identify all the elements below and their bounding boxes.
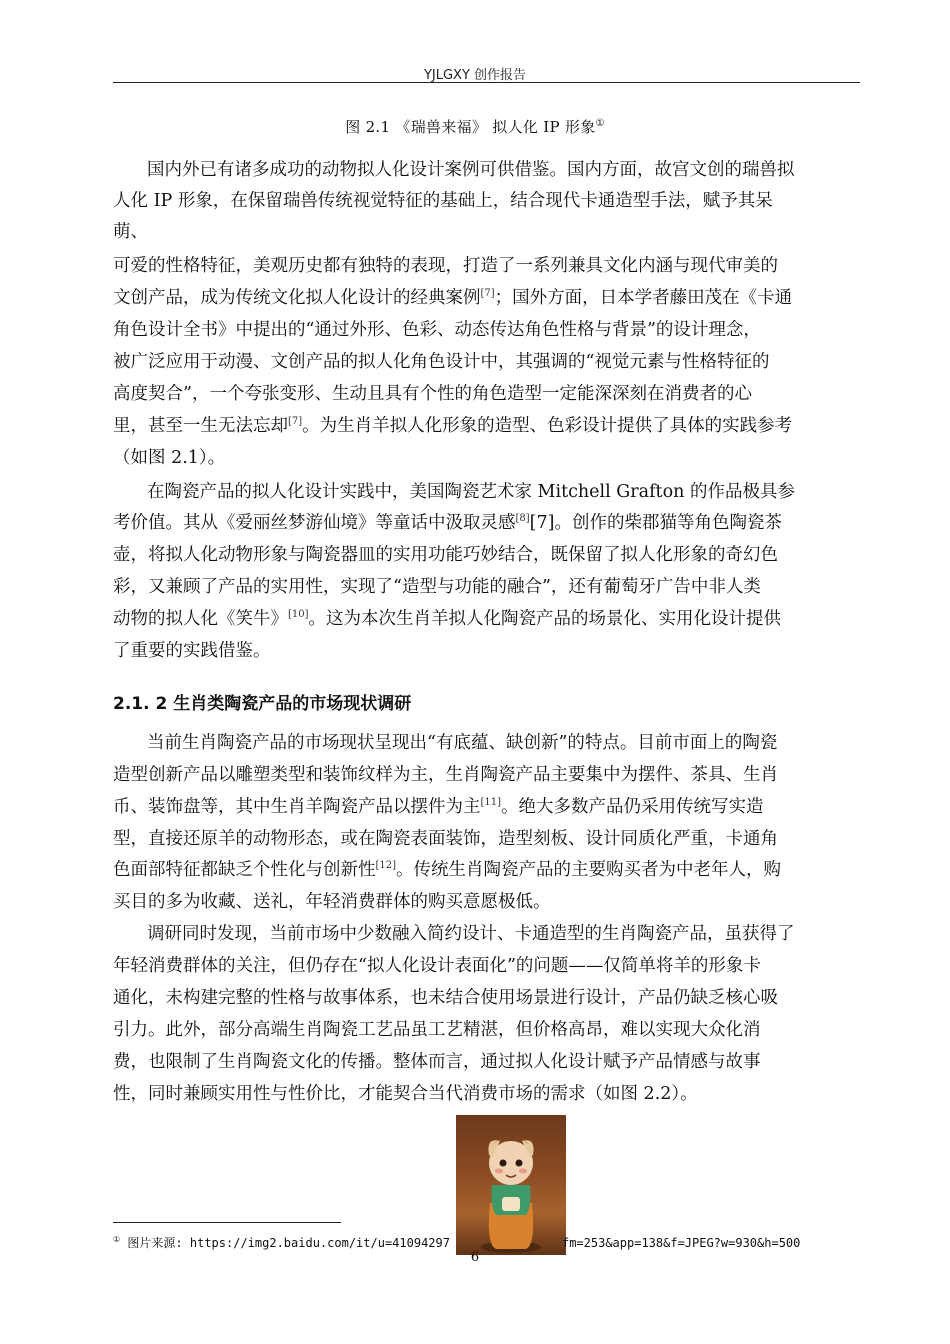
p2-line-6: 了重要的实践借鉴。 [113,641,271,661]
p1-line-3: 萌、 [113,222,148,242]
p4-line-5: 费，也限制了生肖陶瓷文化的传播。整体而言，通过拟人化设计赋予产品情感与故事 [113,1052,761,1072]
citation-ref: [8] [515,513,530,525]
header-divider [113,82,860,83]
p2-line-1: 在陶瓷产品的拟人化设计实践中，美国陶瓷艺术家 Mitchell Grafton 的作品极具参 [147,482,795,502]
p4-line-2: 年轻消费群体的关注，但仍存在“拟人化设计表面化”的问题——仅简单将羊的形象卡 [113,956,761,976]
p2-line-3: 壶，将拟人化动物形象与陶瓷器皿的实用功能巧妙结合，既保留了拟人化形象的奇幻色 [113,545,778,565]
p4-line-6: 性，同时兼顾实用性与性价比，才能契合当代消费市场的需求（如图 2.2）。 [113,1084,698,1104]
p4-line-4: 引力。此外，部分高端生肖陶瓷工艺品虽工艺精湛，但价格高昂，难以实现大众化消 [113,1020,761,1040]
p3-line-1: 当前生肖陶瓷产品的市场现状呈现出“有底蕴、缺创新”的特点。目前市面上的陶瓷 [147,733,778,753]
p2-line-5 [113,607,781,631]
p1-line-10: （如图 2.1）。 [113,448,226,468]
footnote-divider [113,1222,341,1223]
p3-line-3 [113,795,764,819]
figure-caption-text: 图 2.1 《瑞兽来福》 拟人化 IP 形象 [345,118,596,136]
figure-caption [0,116,950,137]
p1-line-5-b: ；国外方面，日本学者藤田茂在《卡通 [494,288,793,308]
p1-line-7: 被广泛应用于动漫、文创产品的拟人化角色设计中，其强调的“视觉元素与性格特征的 [113,352,770,372]
footnote-url-end[interactable]: fm=253&app=138&f=JPEG?w=930&h=500 [561,1236,801,1250]
p1-line-6: 角色设计全书》中提出的“通过外形、色彩、动态传达角色性格与背景”的设计理念， [113,320,761,340]
p2-line-5-b: 。这为本次生肖羊拟人化陶瓷产品的场景化、实用化设计提供 [308,609,782,629]
page-number: 6 [470,1250,480,1265]
p3-line-5-b: 。传统生肖陶瓷产品的主要购买者为中老年人，购 [396,860,782,880]
section-heading: 2.1. 2 生肖类陶瓷产品的市场现状调研 [113,694,412,714]
p3-line-5 [113,858,781,882]
running-header: YJLGXY 创作报告 [423,68,527,83]
p4-line-1: 调研同时发现，当前市场中少数融入简约设计、卡通造型的生肖陶瓷产品，虽获得了 [147,924,795,944]
citation-ref: [12] [375,860,397,872]
p2-line-2 [113,511,782,535]
citation-ref: [7] [480,288,495,300]
p1-line-9-b: 。为生肖羊拟人化形象的造型、色彩设计提供了具体的实践参考 [302,416,793,436]
figure-footnote-mark: ① [595,118,605,129]
p2-line-2-b: [7]。创作的柴郡猫等角色陶瓷茶 [529,513,782,533]
p1-line-9 [113,414,792,438]
p3-line-3-a: 币、装饰盘等，其中生肖羊陶瓷产品以摆件为主 [113,797,481,817]
p3-line-5-a: 色面部特征都缺乏个性化与创新性 [113,860,376,880]
p2-line-4: 彩，又兼顾了产品的实用性，实现了“造型与功能的融合”，还有葡萄牙广告中非人类 [113,577,761,597]
p3-line-3-b: 。绝大多数产品仍采用传统写实造 [501,797,764,817]
p1-line-4: 可爱的性格特征，美观历史都有独特的表现，打造了一系列兼具文化内涵与现代审美的 [113,256,778,276]
citation-ref: [10] [288,609,309,621]
p4-line-3: 通化，未构建完整的性格与故事体系，也未结合使用场景进行设计，产品仍缺乏核心吸 [113,988,778,1008]
footnote-url-start[interactable]: https://img2.baidu.com/it/u=41094297 [189,1236,450,1250]
footnote-mark: ① [113,1235,121,1244]
footnote [113,1234,800,1251]
p3-line-2: 造型创新产品以雕塑类型和装饰纹样为主，生肖陶瓷产品主要集中为摆件、茶具、生肖 [113,765,778,785]
p1-line-5 [113,286,792,310]
p1-line-2: 人化 IP 形象，在保留瑞兽传统视觉特征的基础上，结合现代卡通造型手法，赋予其呆 [113,191,773,211]
footnote-label: 图片来源: [127,1236,183,1250]
p3-line-4: 型，直接还原羊的动物形态，或在陶瓷表面装饰，造型刻板、设计同质化严重，卡通角 [113,829,778,849]
citation-ref: [11] [480,797,502,809]
p1-line-1: 国内外已有诸多成功的动物拟人化设计案例可供借鉴。国内方面，故宫文创的瑞兽拟 [147,160,795,180]
p2-line-2-a: 考价值。其从《爱丽丝梦游仙境》等童话中汲取灵感 [113,513,516,533]
p3-line-6: 买目的多为收藏、送礼，年轻消费群体的购买意愿极低。 [113,892,551,912]
p1-line-8: 高度契合”，一个夸张变形、生动且具有个性的角色造型一定能深深刻在消费者的心 [113,384,752,404]
p2-line-5-a: 动物的拟人化《笑牛》 [113,609,288,629]
citation-ref: [7] [288,416,303,428]
p1-line-9-a: 里，甚至一生无法忘却 [113,416,288,436]
p1-line-5-a: 文创产品，成为传统文化拟人化设计的经典案例 [113,288,481,308]
